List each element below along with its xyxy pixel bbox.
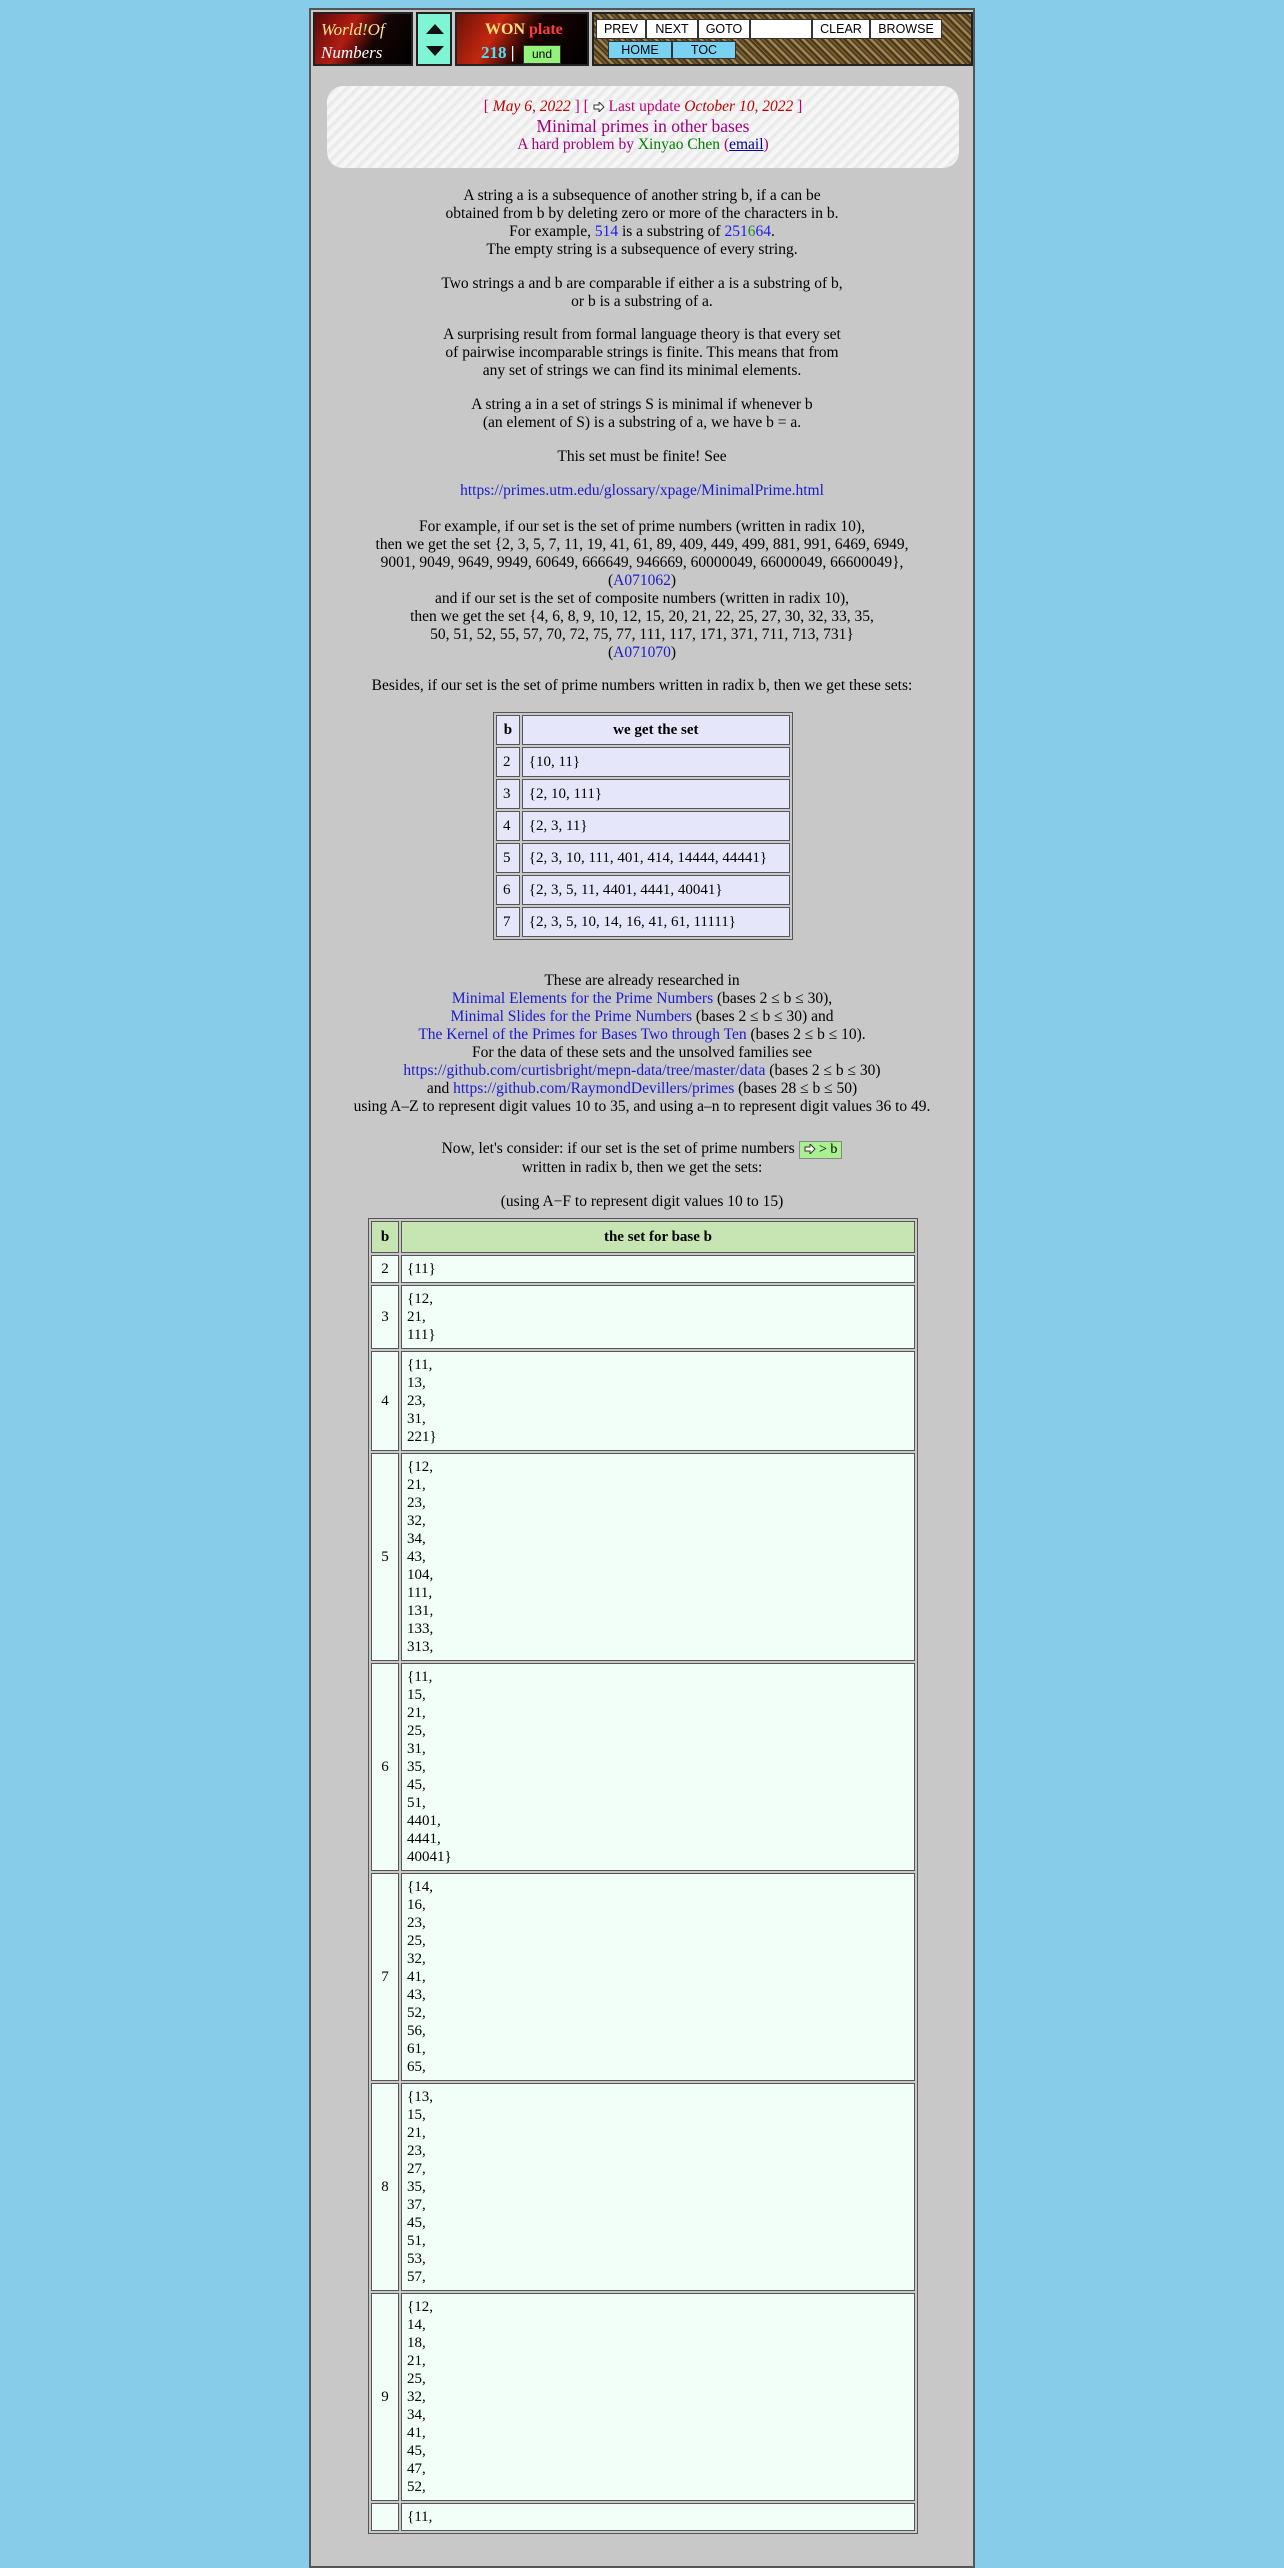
navigation-panel: [592, 12, 973, 66]
base-cell: 2: [496, 747, 520, 777]
home-button[interactable]: HOME: [608, 41, 672, 59]
set-element: 35,: [407, 2179, 426, 2195]
paragraph-finite: This set must be finite! See: [557, 448, 727, 465]
paragraph-hex-note: (using A−F to represent digit values 10 to 15): [500, 1193, 784, 1210]
set-element: {12,: [407, 2299, 433, 2315]
date-line: [ May 6, 2022 ] [ Last update October 10, 2022 ]: [483, 98, 803, 115]
minimal-elements-link[interactable]: Minimal Elements for the Prime Numbers: [451, 990, 714, 1007]
set-element: 43,: [407, 1987, 426, 2003]
set-element: 23,: [407, 2143, 426, 2159]
arrow-up-icon[interactable]: [426, 24, 444, 34]
base-cell: 7: [496, 907, 520, 937]
set-element: 32,: [407, 2389, 426, 2405]
set-element: 23,: [407, 1393, 426, 1409]
paragraph-researched: These are already researched in Minimal Elements for the Prime Numbers (bases 2 ≤ b ≤ 30), Minimal Slides for the Prime Numbers (bases 2 ≤ b ≤ 30) and The Kernel of the Primes for Bases Two through Ten (bases 2 ≤ b ≤ 10). For the data of these sets and the unsolved families see https://github.com/curtisbright/mepn-data/tree/master/data (bases 2 ≤ b ≤ 30) and https://github.com/RaymondDevillers/primes (bases 28 ≤ b ≤ 50) using A–Z to represent digit values 10 to 35, and using a–n to represent digit values 36 to 49.: [353, 972, 931, 1115]
set-element: 53,: [407, 2251, 426, 2267]
base-cell: 5: [371, 1453, 399, 1661]
set-cell: [401, 1351, 915, 1451]
oeis-a071070-link[interactable]: A071070: [613, 644, 671, 661]
set-element: 21,: [407, 1309, 426, 1325]
goto-button[interactable]: GOTO: [698, 19, 750, 39]
set-element: 16,: [407, 1897, 426, 1913]
set-element: 21,: [407, 2353, 426, 2369]
set-element: 40041}: [407, 1849, 452, 1865]
set-element: 13,: [407, 1375, 426, 1391]
set-element: 45,: [407, 1777, 426, 1793]
set-element: {14,: [407, 1879, 433, 1895]
set-element: {12,: [407, 1459, 433, 1475]
set-element: 221}: [407, 1429, 437, 1445]
update-date: October 10, 2022: [684, 98, 794, 115]
set-cell: {2, 3, 5, 11, 4401, 4441, 40041}: [522, 875, 790, 905]
world-of-numbers-logo[interactable]: [313, 12, 413, 66]
table-row: [371, 1453, 915, 1661]
publish-date: May 6, 2022: [492, 98, 571, 115]
set-element: {13,: [407, 2089, 433, 2105]
set-cell: {2, 3, 5, 10, 14, 16, 41, 61, 11111}: [522, 907, 790, 937]
arrow-down-icon[interactable]: [426, 46, 444, 56]
text-line: obtained from b by deleting zero or more of the characters in b.: [445, 205, 839, 222]
next-step-pill: > b: [799, 1141, 843, 1159]
set-element: {12,: [407, 1291, 433, 1307]
browse-button[interactable]: BROWSE: [870, 19, 942, 39]
column-header-b: b: [371, 1221, 399, 1253]
set-element: 21,: [407, 1705, 426, 1721]
base-cell: 3: [371, 1285, 399, 1349]
set-element: 35,: [407, 1759, 426, 1775]
next-button[interactable]: NEXT: [646, 19, 698, 39]
kernel-primes-link[interactable]: The Kernel of the Primes for Bases Two through Ten: [418, 1026, 747, 1043]
und-button[interactable]: und: [523, 45, 561, 64]
set-element: {11,: [407, 1669, 433, 1685]
set-element: {11,: [407, 2509, 433, 2525]
set-cell: {10, 11}: [522, 747, 790, 777]
set-element: 41,: [407, 1969, 426, 1985]
set-cell: [401, 1663, 915, 1871]
base-cell: 8: [371, 2083, 399, 2291]
table-row: [371, 1873, 915, 2081]
set-element: 37,: [407, 2197, 426, 2213]
set-element: 15,: [407, 1687, 426, 1703]
table-row: [496, 747, 790, 777]
set-cell: {2, 3, 10, 111, 401, 414, 14444, 44441}: [522, 843, 790, 873]
table-row: [371, 2503, 915, 2531]
up-down-arrows: [416, 12, 452, 66]
set-element: 32,: [407, 1513, 426, 1529]
table-row: [371, 2293, 915, 2501]
set-element: 21,: [407, 2125, 426, 2141]
set-element: 313,: [407, 1639, 434, 1655]
set-element: 32,: [407, 1951, 426, 1967]
column-header-set: we get the set: [522, 715, 790, 745]
set-element: 51,: [407, 2233, 426, 2249]
paragraph-comparable: Two strings a and b are comparable if either a is a substring of b, or b is a substring of a.: [441, 275, 843, 310]
set-cell: [401, 1255, 915, 1283]
page-frame: [309, 8, 975, 2568]
set-cell: [401, 2503, 915, 2531]
table-row: [371, 1351, 915, 1451]
set-element: 43,: [407, 1549, 426, 1565]
base-cell: 4: [496, 811, 520, 841]
won-plate-title[interactable]: WON plate: [485, 21, 563, 38]
table-row: [496, 779, 790, 809]
table-row: [371, 1663, 915, 1871]
set-cell: [401, 1453, 915, 1661]
author-name: Xinyao Chen: [637, 136, 721, 153]
set-element: 34,: [407, 2407, 426, 2423]
page-header: [327, 86, 959, 168]
base-cell: 6: [496, 875, 520, 905]
set-element: 45,: [407, 2215, 426, 2231]
set-cell: [401, 1285, 915, 1349]
base-cell: [371, 2503, 399, 2531]
goto-input[interactable]: [750, 19, 812, 39]
text-line: The empty string is a subsequence of every string.: [486, 241, 798, 258]
set-element: 25,: [407, 1723, 426, 1739]
set-element: 4441,: [407, 1831, 441, 1847]
byline: A hard problem by Xinyao Chen (email): [517, 136, 769, 153]
set-element: 25,: [407, 2371, 426, 2387]
set-cell: [401, 2083, 915, 2291]
base-cell: 3: [496, 779, 520, 809]
minimal-prime-link-line: [311, 482, 973, 500]
set-cell: {2, 10, 111}: [522, 779, 790, 809]
paragraph-example-primes: For example, if our set is the set of prime numbers (written in radix 10), then we get the set {2, 3, 5, 7, 11, 19, 41, 61, 89, 409, 449, 499, 881, 991, 6469, 6949, 9001, 9049, 9649, 9949, 60649, 666649, 946669, 60000049, 66000049, 66600049}, (A071062) and if our set is the set of composite numbers (written in radix 10), then we get the set {4, 6, 8, 9, 10, 12, 15, 20, 21, 22, 25, 27, 30, 32, 33, 35, 50, 51, 52, 55, 57, 70, 72, 75, 77, 111, 117, 171, 371, 711, 713, 731} (A071070): [375, 518, 909, 661]
base-cell: 6: [371, 1663, 399, 1871]
github-raymond-devillers-link[interactable]: https://github.com/RaymondDevillers/primes: [453, 1080, 735, 1097]
column-header-b: b: [496, 715, 520, 745]
set-element: 131,: [407, 1603, 434, 1619]
set-element: 56,: [407, 2023, 426, 2039]
set-cell: {2, 3, 11}: [522, 811, 790, 841]
set-element: 52,: [407, 2005, 426, 2021]
example-line: For example, 514 is a substring of 251664.: [509, 223, 775, 240]
set-cell: [401, 2293, 915, 2501]
set-element: 31,: [407, 1741, 426, 1757]
base-cell: 4: [371, 1351, 399, 1451]
set-element: 23,: [407, 1495, 426, 1511]
paragraph-minimal: A string a in a set of strings S is minimal if whenever b (an element of S) is a substring of a, we have b = a.: [471, 396, 813, 431]
clear-button[interactable]: CLEAR: [812, 19, 870, 39]
table-row: [496, 843, 790, 873]
paragraph-formal-language: A surprising result from formal language theory is that every set of pairwise incomparable strings is finite. This means that from any set of strings we can find its minimal elements.: [443, 326, 841, 379]
prev-button[interactable]: PREV: [596, 19, 646, 39]
table-row: [371, 2083, 915, 2291]
set-element: 27,: [407, 2161, 426, 2177]
column-header-set: the set for base b: [401, 1221, 915, 1253]
set-element: 25,: [407, 1933, 426, 1949]
paragraph-consider: Now, let's consider: if our set is the set of prime numbers > b written in radix b, then we get the sets:: [311, 1140, 973, 1177]
set-element: 31,: [407, 1411, 426, 1427]
table-row: [496, 907, 790, 937]
set-element: 65,: [407, 2059, 426, 2075]
base-cell: 7: [371, 1873, 399, 2081]
set-element: 45,: [407, 2443, 426, 2459]
set-element: 111}: [407, 1327, 436, 1343]
prime-sets-table: [493, 712, 793, 940]
base-sets-table: [368, 1218, 918, 2534]
set-element: 47,: [407, 2461, 426, 2477]
right-arrow-icon: [593, 102, 605, 112]
table-row: [371, 1255, 915, 1283]
won-plate-number: 218 |: [481, 43, 515, 62]
paragraph-subsequence: [311, 187, 973, 259]
set-element: 51,: [407, 1795, 426, 1811]
base-cell: 5: [496, 843, 520, 873]
table-header-row: [371, 1221, 915, 1253]
set-element: 104,: [407, 1567, 434, 1583]
top-bar: [313, 12, 973, 68]
github-mepn-data-link[interactable]: https://github.com/curtisbright/mepn-data/tree/master/data: [403, 1062, 766, 1079]
logo-line2: Numbers: [321, 43, 383, 62]
set-element: 133,: [407, 1621, 434, 1637]
table-row: [371, 1285, 915, 1349]
set-element: 34,: [407, 1531, 426, 1547]
won-plate: [455, 12, 589, 66]
logo-line1: World!Of: [321, 20, 385, 39]
set-element: 21,: [407, 1477, 426, 1493]
set-element: 61,: [407, 2041, 426, 2057]
set-element: 14,: [407, 2317, 426, 2333]
set-element: 4401,: [407, 1813, 441, 1829]
table-row: [496, 811, 790, 841]
set-element: 111,: [407, 1585, 433, 1601]
set-element: {11,: [407, 1357, 433, 1373]
set-element: 15,: [407, 2107, 426, 2123]
minimal-prime-link[interactable]: https://primes.utm.edu/glossary/xpage/MinimalPrime.html: [460, 482, 824, 499]
page-title: Minimal primes in other bases: [536, 116, 750, 136]
right-arrow-icon: [804, 1144, 816, 1154]
text-line: A string a is a subsequence of another string b, if a can be: [463, 187, 821, 204]
base-cell: 9: [371, 2293, 399, 2501]
set-cell: [401, 1873, 915, 2081]
set-element: {11}: [407, 1261, 436, 1277]
table-row: [496, 875, 790, 905]
set-element: 18,: [407, 2335, 426, 2351]
paragraph-besides: Besides, if our set is the set of prime numbers written in radix b, then we get these sets:: [371, 677, 913, 694]
set-element: 23,: [407, 1915, 426, 1931]
set-element: 57,: [407, 2269, 426, 2285]
toc-button[interactable]: TOC: [672, 41, 736, 59]
email-link[interactable]: email: [729, 136, 764, 153]
minimal-slides-link[interactable]: Minimal Slides for the Prime Numbers: [450, 1008, 693, 1025]
table-header-row: [496, 715, 790, 745]
set-element: 52,: [407, 2479, 426, 2495]
oeis-a071062-link[interactable]: A071062: [613, 572, 671, 589]
set-element: 41,: [407, 2425, 426, 2441]
base-cell: 2: [371, 1255, 399, 1283]
